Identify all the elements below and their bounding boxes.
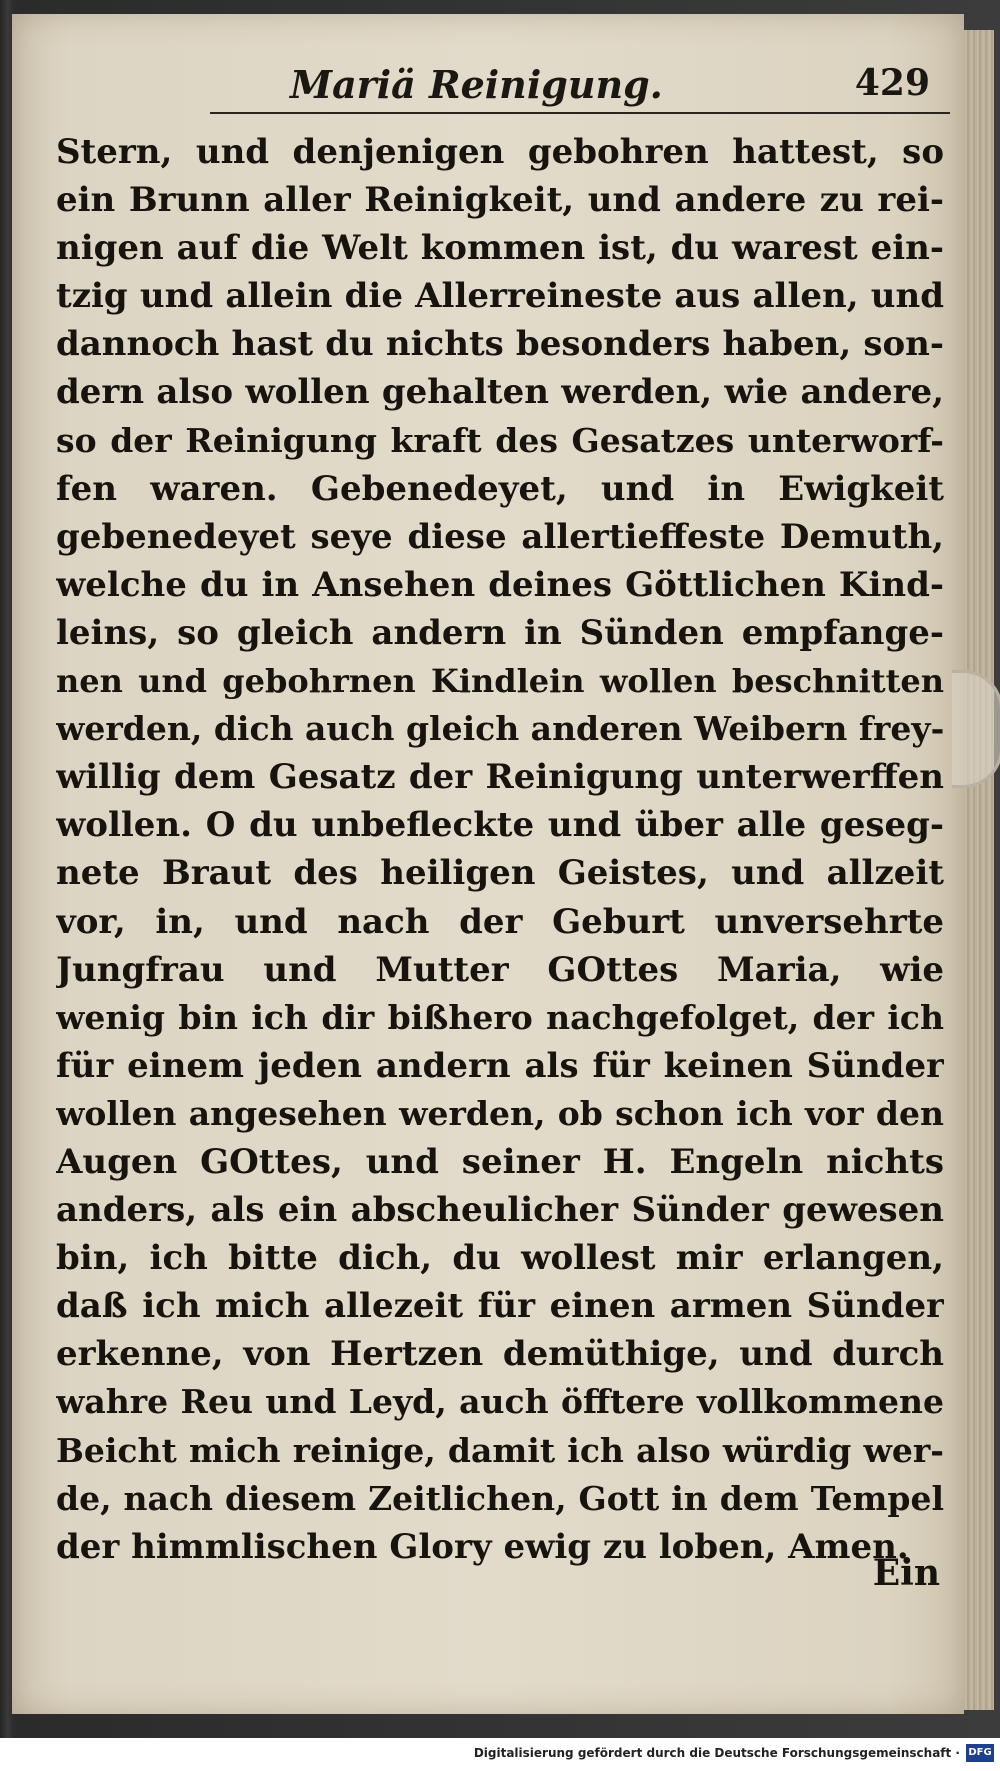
text-line: so der Reinigung kraft des Gesatzes unterworf- bbox=[56, 420, 944, 460]
text-line: nigen auf die Welt kommen ist, du warest ein- bbox=[56, 228, 944, 269]
text-line: werden, dich auch gleich anderen Weibern frey- bbox=[56, 709, 944, 749]
text-line: für einem jeden andern als für keinen Sünder bbox=[56, 1045, 944, 1086]
text-line: leins, so gleich andern in Sünden empfange- bbox=[56, 612, 944, 653]
dfg-logo-icon: DFG bbox=[966, 1744, 994, 1762]
text-line: Stern, und denjenigen gebohren hattest, so bbox=[56, 132, 944, 172]
text-line: de, nach diesem Zeitlichen, Gott in dem Tempel bbox=[56, 1478, 944, 1518]
text-line: Beicht mich reinige, damit ich also würdig wer- bbox=[56, 1430, 944, 1470]
text-line: gebenedeyet seye diese allertieffeste Demuth, bbox=[56, 516, 944, 557]
text-line: nete Braut des heiligen Geistes, und allzeit bbox=[56, 853, 944, 894]
digitization-footer bbox=[0, 1738, 1000, 1771]
text-line: welche du in Ansehen deines Göttlichen Kind- bbox=[56, 564, 944, 605]
text-line: wollen. O du unbefleckte und über alle geseg- bbox=[56, 805, 944, 846]
text-line: erkenne, von Hertzen demüthige, und durch bbox=[56, 1334, 944, 1375]
text-line: Augen GOttes, und seiner H. Engeln nichts bbox=[56, 1141, 944, 1182]
text-line: dannoch hast du nichts besonders haben, son- bbox=[56, 324, 944, 365]
body-text bbox=[56, 128, 944, 1571]
text-line: willig dem Gesatz der Reinigung unterwerffen bbox=[56, 757, 944, 798]
text-line: wollen angesehen werden, ob schon ich vor den bbox=[56, 1093, 944, 1133]
funding-credit: Digitalisierung gefördert durch die Deutsche Forschungsgemeinschaft · bbox=[473, 1746, 960, 1760]
text-line: tzig und allein die Allerreineste aus allen, und bbox=[56, 276, 944, 317]
text-line: anders, als ein abscheulicher Sünder gewesen bbox=[56, 1190, 944, 1231]
text-line: ein Brunn aller Reinigkeit, und andere zu rei- bbox=[56, 180, 944, 221]
text-line: daß ich mich allezeit für einen armen Sünder bbox=[56, 1286, 944, 1327]
text-line: fen waren. Gebenedeyet, und in Ewigkeit bbox=[56, 468, 944, 509]
text-line: Jungfrau und Mutter GOttes Maria, wie bbox=[56, 949, 944, 990]
header-rule bbox=[210, 112, 950, 114]
text-line: dern also wollen gehalten werden, wie andere, bbox=[56, 372, 944, 413]
text-line: bin, ich bitte dich, du wollest mir erlangen, bbox=[56, 1238, 944, 1279]
page-edges bbox=[964, 30, 994, 1710]
text-line: vor, in, und nach der Geburt unversehrte bbox=[56, 901, 944, 942]
catchword: Ein bbox=[872, 1552, 940, 1594]
page-header bbox=[60, 58, 940, 114]
text-line: wahre Reu und Leyd, auch öfftere vollkommene bbox=[56, 1382, 944, 1422]
text-line: der himmlischen Glory ewig zu loben, Amen. bbox=[56, 1526, 909, 1567]
text-line: nen und gebohrnen Kindlein wollen beschnitten bbox=[56, 662, 944, 701]
text-line: wenig bin ich dir bißhero nachgefolget, der ich bbox=[56, 997, 944, 1037]
running-head: Mariä Reinigung. bbox=[290, 62, 663, 107]
page-clip-tab bbox=[952, 670, 1000, 788]
page-number: 429 bbox=[854, 62, 930, 104]
